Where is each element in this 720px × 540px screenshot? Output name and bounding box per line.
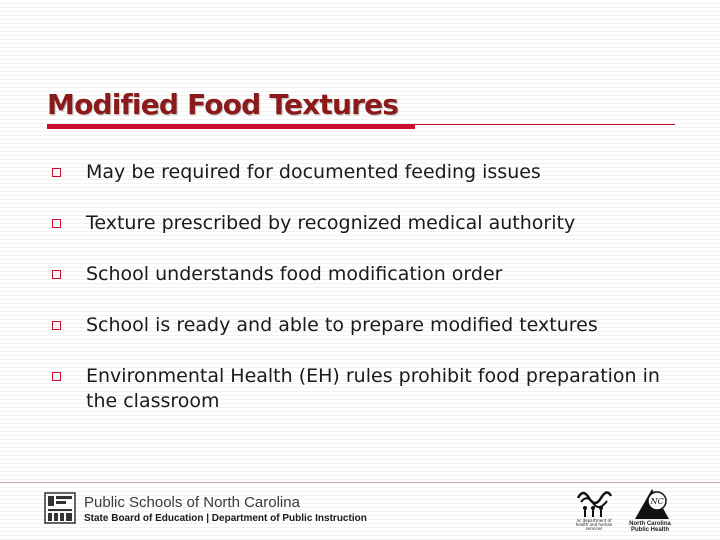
- title-underline: [47, 124, 415, 129]
- footer-org-subtitle: State Board of Education | Department of Public Instruction: [84, 513, 367, 524]
- bullet-box-icon: [52, 168, 61, 177]
- svg-text:NC: NC: [650, 497, 664, 506]
- bullet-box-icon: [52, 270, 61, 279]
- bullet-box-icon: [52, 321, 61, 330]
- dhhs-logo-icon: [575, 488, 613, 518]
- bullet-item: [48, 211, 688, 236]
- dhhs-label: nc department of health and human services: [575, 518, 613, 531]
- bullet-box-icon: [52, 372, 61, 381]
- bullet-text: Texture prescribed by recognized medical authority: [86, 212, 576, 234]
- title-underline-extension: [415, 124, 675, 125]
- bullet-box-icon: [52, 219, 61, 228]
- bullet-text: Environmental Health (EH) rules prohibit food preparation in the classroom: [86, 365, 660, 412]
- slide-title: Modified Food Textures: [47, 88, 399, 121]
- nc-public-health-logo-icon: [633, 487, 671, 521]
- bullet-item: [48, 313, 688, 338]
- footer-org-name: Public Schools of North Carolina: [84, 494, 300, 511]
- dpi-logo-icon: [44, 492, 76, 524]
- bullet-item: [48, 160, 688, 185]
- ncph-label: North Carolina Public Health: [629, 521, 671, 533]
- bullet-text: May be required for documented feeding issues: [86, 161, 541, 183]
- footer-divider: [0, 482, 720, 483]
- bullet-text: School is ready and able to prepare modified textures: [86, 314, 598, 336]
- bullet-text: School understands food modification order: [86, 263, 503, 285]
- bullet-list: [48, 160, 688, 440]
- bullet-item: [48, 364, 688, 414]
- bullet-item: [48, 262, 688, 287]
